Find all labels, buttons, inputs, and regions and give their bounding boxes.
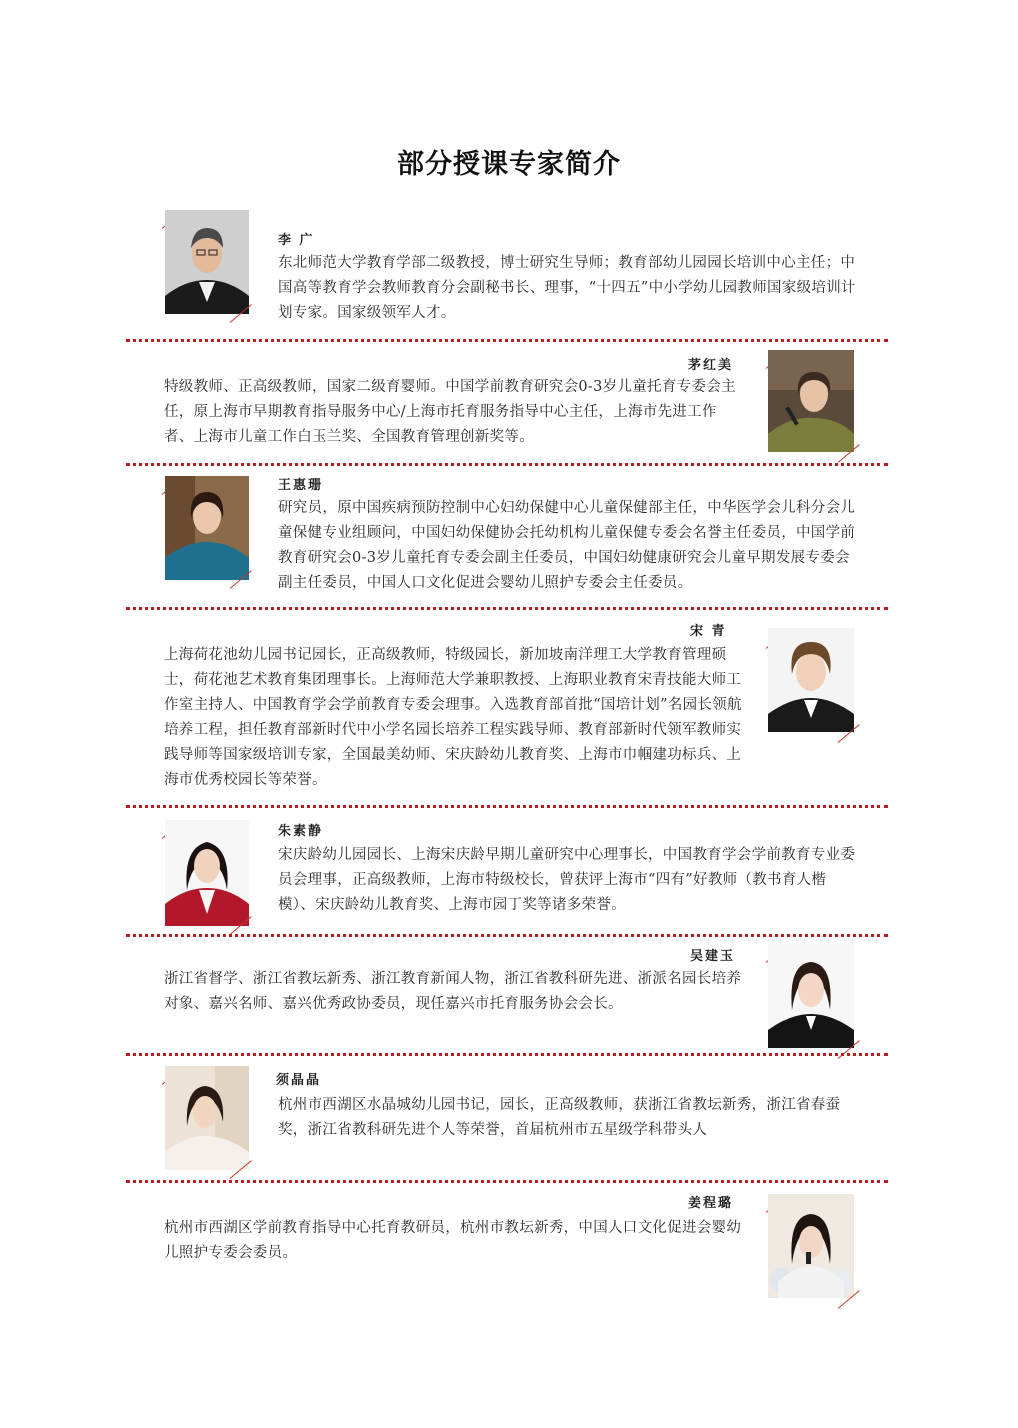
divider bbox=[126, 805, 888, 808]
expert-photo bbox=[165, 1066, 249, 1170]
expert-name: 须晶晶 bbox=[276, 1073, 322, 1088]
expert-photo bbox=[165, 210, 249, 314]
expert-name: 李 广 bbox=[278, 233, 315, 248]
divider bbox=[126, 607, 888, 610]
expert-name: 朱素静 bbox=[278, 824, 324, 839]
divider bbox=[126, 463, 888, 466]
expert-name: 茅红美 bbox=[688, 358, 734, 373]
expert-bio: 杭州市西湖区水晶城幼儿园书记，园长，正高级教师，获浙江省教坛新秀，浙江省春蚕奖，浙江省教科研先进个人等荣誉，首届杭州市五星级学科带头人 bbox=[278, 1097, 841, 1138]
expert-bio: 杭州市西湖区学前教育指导中心托育教研员，杭州市教坛新秀，中国人口文化促进会婴幼儿照护专委会委员。 bbox=[164, 1220, 742, 1261]
divider bbox=[126, 1053, 888, 1056]
page-title: 部分授课专家简介 bbox=[397, 149, 621, 180]
expert-bio: 上海荷花池幼儿园书记园长，正高级教师，特级园长，新加坡南洋理工大学教育管理硕士，荷花池艺术教育集团理事长。上海师范大学兼职教授、上海职业教育宋青技能大师工作室主持人、中国教育学会学前教育专委会理事。入选教育部首批“国培计划”名园长领航培养工程，担任教育部新时代中小学名园长培养工程实践导师、教育部新时代领军教师实践导师等国家级培训专家，全国最美幼师、宋庆龄幼儿教育奖、上海市巾帼建功标兵、上海市优秀校园长等荣誉。 bbox=[164, 647, 742, 788]
expert-photo bbox=[768, 628, 854, 732]
expert-bio: 特级教师、正高级教师，国家二级育婴师。中国学前教育研究会0-3岁儿童托育专委会主任，原上海市早期教育指导服务中心/上海市托育服务指导中心主任，上海市先进工作者、上海市儿童工作白玉兰奖、全国教育管理创新奖等。 bbox=[164, 379, 736, 445]
expert-name: 吴建玉 bbox=[690, 949, 736, 964]
expert-photo bbox=[768, 944, 854, 1048]
divider bbox=[126, 339, 888, 342]
divider bbox=[126, 934, 888, 937]
expert-photo bbox=[768, 350, 854, 452]
expert-bio: 东北师范大学教育学部二级教授，博士研究生导师；教育部幼儿园园长培训中心主任；中国高等教育学会教师教育分会副秘书长、理事，“十四五”中小学幼儿园教师国家级培训计划专家。国家级领军人才。 bbox=[278, 255, 856, 321]
expert-name: 宋 青 bbox=[690, 624, 727, 639]
expert-name: 姜程璐 bbox=[688, 1196, 734, 1211]
expert-photo bbox=[165, 476, 249, 580]
divider bbox=[126, 1180, 888, 1183]
expert-name: 王惠珊 bbox=[278, 478, 324, 493]
expert-bio: 浙江省督学、浙江省教坛新秀、浙江教育新闻人物，浙江省教科研先进、浙派名园长培养对象、嘉兴名师、嘉兴优秀政协委员，现任嘉兴市托育服务协会会长。 bbox=[164, 971, 742, 1012]
expert-photo bbox=[768, 1194, 854, 1298]
expert-photo bbox=[165, 820, 249, 926]
expert-bio: 研究员，原中国疾病预防控制中心妇幼保健中心儿童保健部主任，中华医学会儿科分会儿童保健专业组顾问，中国妇幼保健协会托幼机构儿童保健专委会名誉主任委员，中国学前教育研究会0-3岁儿童托育专委会副主任委员，中国妇幼健康研究会儿童早期发展专委会副主任委员，中国人口文化促进会婴幼儿照护专委会主任委员。 bbox=[278, 500, 856, 591]
expert-bio: 宋庆龄幼儿园园长、上海宋庆龄早期儿童研究中心理事长，中国教育学会学前教育专业委员会理事，正高级教师，上海市特级校长，曾获评上海市“四有”好教师（教书育人楷模）、宋庆龄幼儿教育奖、上海市园丁奖等诸多荣誉。 bbox=[278, 847, 856, 913]
